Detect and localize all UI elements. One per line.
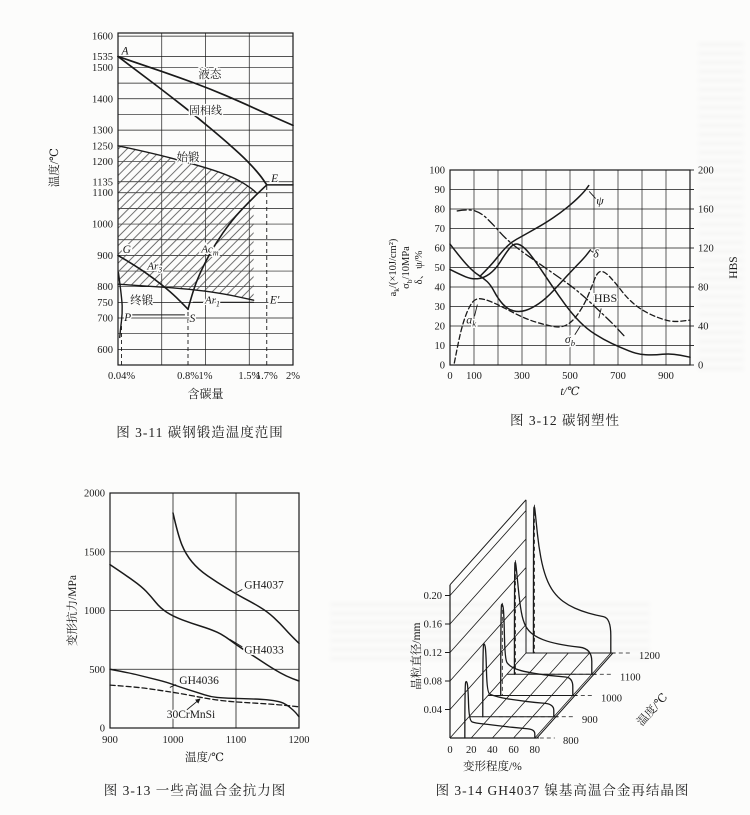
right-axis-tick-label bbox=[698, 322, 709, 333]
curve-30CrMnSi bbox=[110, 685, 299, 707]
series-label bbox=[593, 246, 599, 260]
text-run: 0 bbox=[447, 371, 453, 382]
text-run: GH4036 bbox=[179, 674, 219, 687]
y-axis-tick-label bbox=[92, 52, 113, 63]
text-run: GH4033 bbox=[244, 644, 284, 657]
text-run: 40 bbox=[434, 282, 445, 294]
diagram-label bbox=[120, 46, 129, 58]
diagram-label bbox=[270, 173, 278, 185]
text-run: 20 bbox=[465, 745, 477, 756]
text-run: A bbox=[121, 45, 129, 58]
series-label bbox=[565, 332, 576, 348]
y-axis-tick-label bbox=[435, 302, 446, 313]
text-run: E bbox=[271, 173, 279, 186]
text-run: 500 bbox=[562, 371, 578, 382]
text-run: 终锻 bbox=[130, 294, 154, 307]
text-run: 0.12 bbox=[423, 648, 442, 659]
text-run: σ bbox=[564, 332, 571, 347]
x-axis-tick-label bbox=[514, 371, 530, 382]
curve-ψ bbox=[480, 186, 589, 277]
x-axis-tick-label bbox=[466, 745, 477, 756]
y-axis-title-line bbox=[414, 250, 425, 284]
text-run: 温度/℃ bbox=[184, 752, 225, 764]
text-run: 60 bbox=[508, 745, 519, 756]
text-run: a bbox=[388, 291, 399, 297]
text-run: 0 bbox=[439, 360, 445, 372]
y-axis-tick-label bbox=[92, 141, 113, 152]
text-run: 900 bbox=[582, 714, 598, 726]
text-run: HBS bbox=[728, 256, 740, 279]
fig-3-12-plasticity-chart bbox=[388, 166, 740, 399]
label-leader-line bbox=[575, 326, 581, 335]
fig-3-13-resistance-chart bbox=[65, 489, 310, 765]
subscript: k bbox=[392, 287, 401, 292]
text-run: HBS bbox=[593, 291, 618, 306]
forging-temperature-hatch-region bbox=[118, 146, 256, 300]
text-run: δ、ψ/% bbox=[414, 250, 425, 285]
text-run: 2000 bbox=[84, 488, 105, 500]
text-run: ψ bbox=[596, 193, 604, 208]
diagram-label bbox=[198, 67, 221, 81]
subscript: b bbox=[570, 338, 576, 349]
text-run: δ bbox=[593, 246, 599, 261]
series-label bbox=[594, 291, 617, 305]
y-axis-tick-label bbox=[97, 298, 113, 309]
right-axis-tick-label bbox=[698, 244, 714, 255]
text-run: 0 bbox=[447, 745, 453, 756]
text-run: 变形抗力/MPa bbox=[67, 575, 79, 646]
y-axis-title bbox=[65, 575, 79, 646]
text-run: 1600 bbox=[92, 31, 113, 43]
y-axis-tick-label bbox=[84, 489, 105, 500]
slice-curve-1000 bbox=[501, 604, 573, 695]
series-label bbox=[596, 194, 604, 208]
x-axis-tick-label bbox=[447, 745, 452, 756]
x-axis-tick-label bbox=[108, 371, 135, 382]
text-run: 1535 bbox=[92, 51, 113, 63]
text-run: σ bbox=[401, 283, 412, 289]
right-axis-tick-label bbox=[698, 205, 714, 216]
text-run: 160 bbox=[698, 204, 714, 216]
y-axis-tick-label bbox=[435, 224, 446, 235]
diagram-label bbox=[130, 293, 153, 307]
y-axis-tick-label bbox=[97, 314, 113, 325]
fig-3-13-caption: 图 3-13 一些高温合金抗力图 bbox=[103, 783, 287, 798]
right-axis-tick-label bbox=[698, 361, 703, 372]
depth-axis-tick-label bbox=[601, 694, 622, 705]
x-axis-tick-label bbox=[286, 371, 300, 382]
y-axis-tick-label bbox=[97, 345, 113, 356]
fig-3-11-caption: 图 3-11 碳钢锻造温度范围 bbox=[116, 425, 284, 440]
x-axis-tick-label bbox=[487, 745, 498, 756]
x-axis-tick-label bbox=[177, 371, 199, 382]
y-axis-tick-label bbox=[92, 63, 113, 74]
text-run: 1.7% bbox=[255, 371, 278, 382]
text-run: 1200 bbox=[288, 735, 310, 746]
text-run: 100 bbox=[429, 165, 445, 177]
series-label bbox=[244, 644, 284, 656]
subscript: 1 bbox=[216, 299, 220, 309]
y-axis-tick-label bbox=[435, 263, 446, 274]
text-run: 1000 bbox=[84, 606, 105, 617]
x-axis-tick-label bbox=[226, 735, 247, 746]
right-axis-tick-label bbox=[698, 283, 709, 294]
text-run: 1100 bbox=[620, 672, 641, 684]
subscript: k bbox=[472, 318, 477, 329]
text-run: 1400 bbox=[92, 94, 113, 106]
series-label bbox=[179, 675, 219, 687]
y-axis-tick-label bbox=[435, 244, 446, 255]
x-axis-tick-label bbox=[289, 735, 310, 746]
y-axis-tick-label bbox=[84, 547, 105, 558]
y-axis-tick-label bbox=[440, 361, 445, 372]
x-axis-tick-label bbox=[562, 371, 578, 382]
x-axis-tick-label bbox=[256, 371, 278, 382]
text-run: 10 bbox=[434, 341, 445, 352]
diagram-label bbox=[177, 150, 200, 164]
text-run: 1200 bbox=[639, 651, 661, 662]
y-axis-tick-label bbox=[92, 177, 113, 188]
text-run: 1200 bbox=[92, 156, 113, 168]
x-axis-title bbox=[463, 759, 522, 773]
text-run: 800 bbox=[97, 282, 113, 294]
fig-3-11-phase-diagram bbox=[47, 32, 300, 401]
x-axis-tick-label bbox=[102, 735, 118, 746]
text-run: 900 bbox=[102, 735, 118, 746]
y-axis-tick-label bbox=[97, 251, 113, 262]
text-run: 固相线 bbox=[189, 105, 222, 118]
text-run: 60 bbox=[434, 243, 445, 255]
y-axis-tick-label bbox=[92, 188, 113, 199]
subscript: b bbox=[405, 279, 414, 284]
y-axis-tick-label bbox=[429, 166, 445, 177]
subscript: 3 bbox=[158, 265, 163, 275]
text-run: 600 bbox=[97, 344, 113, 356]
text-run: 20 bbox=[434, 321, 445, 333]
x-axis-tick-label bbox=[163, 735, 184, 746]
text-run: 80 bbox=[434, 204, 445, 216]
text-run: /(×10J/cm²) bbox=[388, 238, 399, 288]
text-run: 750 bbox=[97, 297, 113, 309]
z-axis-tick-label bbox=[424, 648, 442, 659]
text-run: 700 bbox=[610, 371, 626, 382]
text-run: 80 bbox=[698, 282, 709, 294]
z-axis-title bbox=[409, 622, 423, 689]
diagram-label bbox=[123, 244, 132, 256]
y-axis-tick-label bbox=[435, 322, 446, 333]
y-axis-tick-label bbox=[92, 94, 113, 105]
x-axis-title bbox=[185, 750, 224, 764]
x-axis-tick-label bbox=[508, 745, 519, 756]
text-run: 100 bbox=[466, 371, 482, 382]
diagram-label bbox=[190, 313, 196, 325]
y-axis-title-line bbox=[401, 246, 414, 289]
diagram-label bbox=[269, 295, 280, 307]
y-axis-tick-label bbox=[92, 126, 113, 137]
x-axis-tick-label bbox=[447, 371, 452, 382]
text-run: 0 bbox=[698, 360, 704, 372]
text-run: 800 bbox=[563, 736, 579, 747]
series-label bbox=[167, 709, 216, 721]
text-run: 晶粒直径/mm bbox=[411, 622, 423, 690]
text-run: Ac bbox=[201, 243, 213, 256]
depth-axis-tick-label bbox=[639, 651, 660, 662]
text-run: a bbox=[466, 312, 473, 327]
y-axis-tick-label bbox=[435, 283, 446, 294]
subscript: m bbox=[212, 248, 219, 258]
text-run: 0.04 bbox=[423, 705, 442, 716]
depth-axis-title bbox=[634, 690, 671, 728]
y-axis-tick-label bbox=[100, 724, 105, 735]
text-run: 1135 bbox=[92, 177, 113, 189]
y-axis-tick-label bbox=[89, 665, 105, 676]
depth-axis-tick-label bbox=[620, 672, 641, 683]
text-run: G bbox=[122, 244, 131, 257]
y-axis-tick-label bbox=[92, 157, 113, 168]
depth-axis-tick-label bbox=[563, 736, 579, 747]
x-axis-tick-label bbox=[658, 371, 674, 382]
y-axis-tick-label bbox=[435, 341, 446, 352]
y-axis-tick-label bbox=[92, 32, 113, 43]
text-run: 液态 bbox=[198, 68, 222, 81]
slice-curve-900 bbox=[483, 644, 554, 717]
text-run: 温度/℃ bbox=[49, 148, 61, 188]
x-axis-tick-label bbox=[530, 745, 541, 756]
text-run: 1100 bbox=[225, 735, 247, 746]
text-run: Ar bbox=[205, 294, 217, 307]
y-axis-tick-label bbox=[435, 185, 446, 196]
text-run: 200 bbox=[698, 165, 714, 177]
text-run: Ar bbox=[147, 260, 159, 273]
y-axis-tick-label bbox=[97, 282, 113, 293]
text-run: 0.16 bbox=[423, 619, 442, 631]
text-run: 70 bbox=[434, 224, 445, 235]
text-run: 500 bbox=[89, 664, 105, 676]
text-run: 1% bbox=[198, 371, 213, 382]
text-run: 变形程度/% bbox=[463, 761, 522, 773]
text-run: 1000 bbox=[601, 693, 623, 705]
text-run: 1.5% bbox=[238, 371, 261, 382]
text-run: 300 bbox=[514, 371, 530, 382]
series-label bbox=[244, 580, 284, 592]
slice-curve-1200 bbox=[533, 507, 610, 653]
text-run: 700 bbox=[97, 313, 113, 325]
fig-3-14-recrystallization-3d-chart bbox=[409, 500, 670, 773]
x-axis-title bbox=[187, 386, 223, 401]
y-axis-title bbox=[47, 148, 61, 187]
text-run: 900 bbox=[97, 250, 113, 262]
x-axis-tick-label bbox=[466, 371, 482, 382]
diagram-label bbox=[204, 295, 220, 309]
text-run: P bbox=[124, 312, 132, 325]
right-axis-tick-label bbox=[698, 166, 714, 177]
text-run: 0.20 bbox=[423, 591, 442, 602]
x-axis-title bbox=[560, 386, 579, 398]
right-y-axis-title bbox=[728, 256, 740, 278]
y-axis-tick-label bbox=[92, 220, 113, 231]
text-run: 0.8% bbox=[177, 371, 199, 382]
text-run: 0.04% bbox=[107, 371, 136, 382]
text-run: 0 bbox=[99, 723, 105, 735]
text-run: 40 bbox=[698, 321, 709, 333]
text-run: 90 bbox=[434, 185, 445, 196]
text-run: 含碳量 bbox=[187, 387, 224, 401]
text-run: 始锻 bbox=[176, 152, 200, 165]
text-run: t/℃ bbox=[560, 386, 580, 398]
text-run: 80 bbox=[529, 745, 541, 756]
text-run: 1500 bbox=[92, 62, 113, 74]
text-run: 0.08 bbox=[423, 676, 442, 688]
z-axis-tick-label bbox=[424, 591, 442, 602]
z-axis-tick-label bbox=[424, 677, 442, 688]
y-axis-tick-label bbox=[435, 205, 446, 216]
text-run: 1300 bbox=[92, 125, 113, 137]
text-run: GH4037 bbox=[244, 579, 284, 592]
text-run: S bbox=[189, 312, 196, 325]
text-run: 900 bbox=[658, 371, 674, 382]
z-axis-tick-label bbox=[424, 705, 443, 716]
text-run: 120 bbox=[698, 243, 714, 255]
text-run: /10MPa bbox=[401, 246, 412, 280]
text-run: 50 bbox=[434, 263, 445, 274]
text-run: 40 bbox=[487, 745, 498, 756]
text-run: E′ bbox=[269, 294, 280, 307]
y-axis-tick-label bbox=[84, 606, 105, 617]
y-axis-title-line bbox=[388, 238, 401, 296]
text-run: 2% bbox=[286, 371, 300, 382]
fig-3-12-caption: 图 3-12 碳钢塑性 bbox=[510, 413, 620, 428]
text-run: 30 bbox=[434, 302, 445, 313]
diagram-label bbox=[189, 103, 222, 117]
x-axis-tick-label bbox=[610, 371, 626, 382]
text-run: 30CrMnSi bbox=[166, 708, 216, 721]
text-run: 1000 bbox=[162, 735, 184, 746]
depth-axis-tick-label bbox=[582, 715, 598, 726]
text-run: 1000 bbox=[92, 219, 113, 231]
diagram-label bbox=[123, 312, 131, 324]
x-axis-tick-label bbox=[199, 371, 213, 382]
z-axis-tick-label bbox=[424, 620, 442, 631]
fig-3-14-caption: 图 3-14 GH4037 镍基高温合金再结晶图 bbox=[435, 783, 690, 798]
text-run: 1100 bbox=[92, 188, 113, 200]
text-run: 1250 bbox=[92, 141, 113, 153]
text-run: 1500 bbox=[84, 547, 105, 559]
text-run: 温度/℃ bbox=[635, 691, 671, 729]
